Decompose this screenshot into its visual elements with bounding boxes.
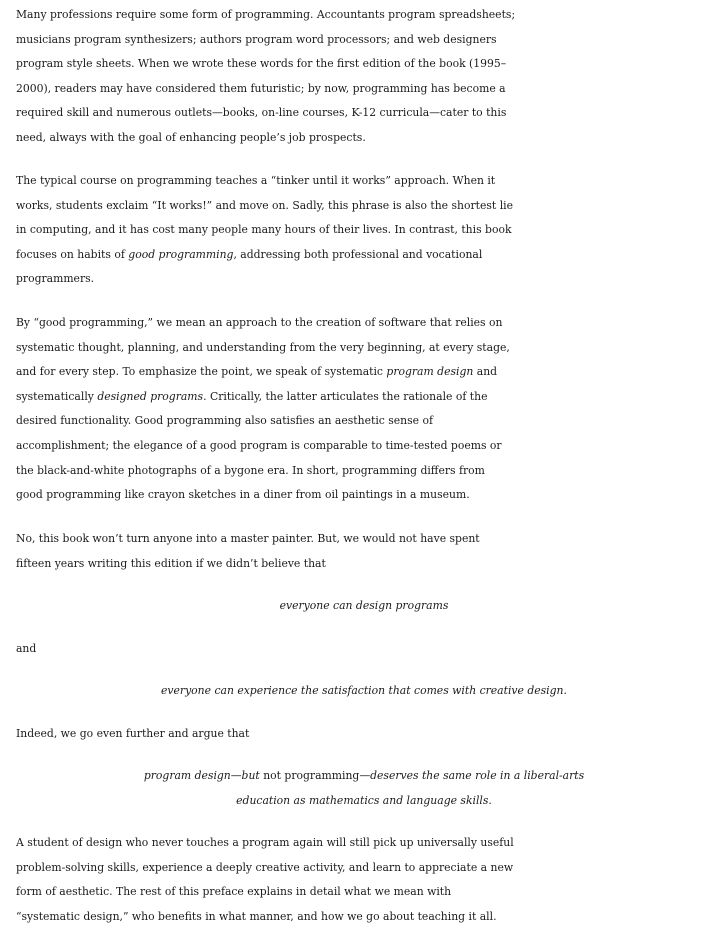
text-line: programmers.: [16, 272, 95, 286]
text-line: 2000), readers may have considered them futuristic; by now, programming has become a: [16, 81, 506, 95]
text-line: No, this book won’t turn anyone into a master painter. But, we would not have spent: [16, 532, 480, 545]
emphasis-designed-programs: designed programs: [97, 389, 204, 403]
paragraph-and: [16, 637, 728, 662]
text-line: in computing, and it has cost many people many hours of their lives. In contrast, this book: [16, 223, 512, 237]
text-line: [16, 243, 728, 268]
text-line: required skill and numerous outlets—books, on-line courses, K-12 curricula—cater to this: [16, 106, 507, 120]
text-line: By “good programming,” we mean an approach to the creation of software that relies on: [16, 316, 503, 329]
quote-line: education as mathematics and language skills.: [236, 793, 492, 807]
text-line: “systematic design,” who benefits in what manner, and how we go about teaching it all.: [16, 909, 497, 923]
text-line: form of aesthetic. The rest of this preface explains in detail what we mean with: [16, 885, 452, 899]
quote-line: everyone can design programs: [279, 599, 449, 612]
text-line: and: [16, 642, 37, 655]
paragraph-typical-course: [16, 169, 728, 292]
text-run: —deserves the same role in a liberal-arts: [359, 769, 585, 782]
paragraph-indeed: [16, 722, 728, 747]
text-line: The typical course on programming teaches a “tinker until it works” approach. When it: [16, 174, 496, 187]
text-line: A student of design who never touches a program again will still pick up universally useful: [16, 836, 514, 849]
quote-satisfaction: [0, 679, 728, 704]
quote-program-design: [0, 764, 728, 813]
paragraph-professions: [16, 3, 728, 151]
text-run: focuses on habits of: [16, 247, 129, 261]
text-line: fifteen years writing this edition if we didn’t believe that: [16, 556, 326, 570]
text-run: . Critically, the latter articulates the rationale of the: [203, 389, 488, 403]
text-run: , addressing both professional and vocational: [233, 247, 483, 261]
quote-everyone-can-design: [0, 594, 728, 619]
emphasis-good-programming: good programming: [128, 247, 234, 261]
text-line: Many professions require some form of programming. Accountants program spreadsheets;: [16, 8, 516, 21]
paragraph-good-programming: [16, 311, 728, 508]
text-line: desired functionality. Good programming also satisfies an aesthetic sense of: [16, 414, 433, 428]
text-line: good programming like crayon sketches in a diner from oil paintings in a museum.: [16, 488, 470, 502]
text-run: and for every step. To emphasize the point, we speak of systematic: [16, 365, 387, 379]
text-run: program design—but: [143, 769, 264, 782]
text-line: works, students exclaim “It works!” and move on. Sadly, this phrase is also the shortest lie: [16, 198, 513, 212]
text-line: [16, 360, 728, 385]
text-line: systematic thought, planning, and understanding from the very beginning, at every stage,: [16, 340, 510, 354]
paragraph-master-painter: [16, 527, 728, 576]
quote-line: everyone can experience the satisfaction that comes with creative design.: [161, 684, 567, 697]
text-run: and: [473, 365, 498, 379]
text-line: [16, 385, 728, 410]
text-line: need, always with the goal of enhancing people’s job prospects.: [16, 130, 366, 144]
text-line: musicians program synthesizers; authors program word processors; and web designers: [16, 32, 497, 46]
emphasis-not-programming: not programming: [263, 769, 360, 782]
quote-line: [0, 764, 728, 789]
text-line: the black-and-white photographs of a bygone era. In short, programming differs from: [16, 463, 485, 477]
text-run: systematically: [16, 389, 98, 403]
text-line: Indeed, we go even further and argue that: [16, 727, 250, 740]
text-line: program style sheets. When we wrote these words for the first edition of the book (1995–: [16, 57, 507, 71]
emphasis-program-design: program design: [386, 365, 474, 379]
text-line: problem-solving skills, experience a deeply creative activity, and learn to appreciate a new: [16, 860, 514, 874]
text-line: accomplishment; the elegance of a good program is comparable to time-tested poems or: [16, 438, 502, 452]
paragraph-student-of-design: [16, 831, 728, 929]
